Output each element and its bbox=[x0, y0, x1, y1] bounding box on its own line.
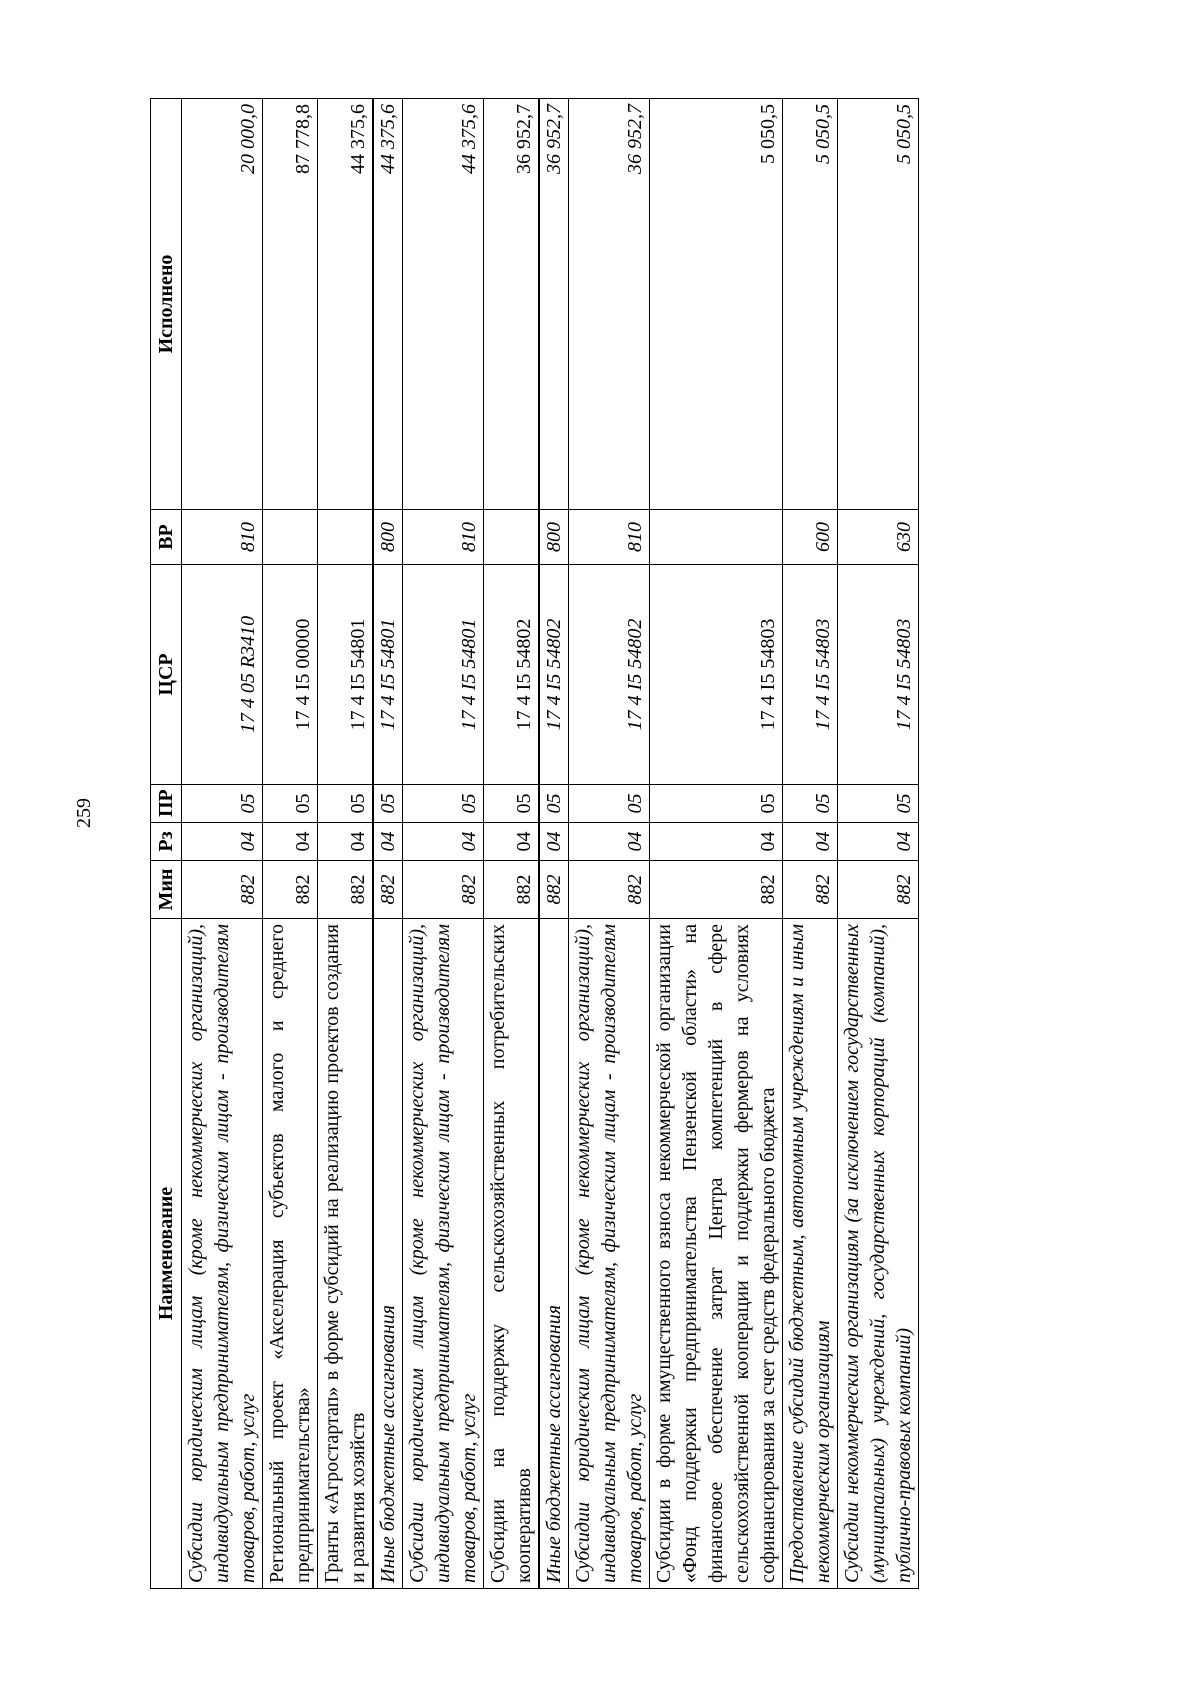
cell-rz: 04 bbox=[539, 823, 569, 861]
budget-table bbox=[150, 98, 919, 1589]
table-row bbox=[403, 99, 484, 1589]
cell-pr: 05 bbox=[838, 785, 919, 823]
header-rz: Рз bbox=[151, 823, 182, 861]
cell-vr: 810 bbox=[182, 510, 263, 565]
cell-name: Субсидии юридическим лицам (кроме некоммерческих организаций), индивидуальным предпринимателям, физическим лицам - производителям товаров, работ, услуг bbox=[569, 919, 650, 1589]
cell-rz: 04 bbox=[484, 823, 540, 861]
cell-name: Гранты «Агростартап» в форме субсидий на реализацию проектов создания и развития хозяйств bbox=[318, 919, 374, 1589]
cell-name: Субсидии некоммерческим организациям (за исключением государственных (муниципальных) учреждений, государственных корпораций (компаний), публично-правовых компаний) bbox=[838, 919, 919, 1589]
cell-pr: 05 bbox=[539, 785, 569, 823]
table-row bbox=[373, 99, 403, 1589]
cell-name: Субсидии на поддержку сельскохозяйственных потребительских кооперативов bbox=[484, 919, 540, 1589]
cell-rz: 04 bbox=[650, 823, 783, 861]
cell-csr: 17 4 05 R3410 bbox=[182, 565, 263, 785]
table-row bbox=[650, 99, 783, 1589]
cell-rz: 04 bbox=[263, 823, 318, 861]
cell-amount: 36 952,7 bbox=[484, 99, 540, 510]
cell-vr bbox=[650, 510, 783, 565]
header-name: Наименование bbox=[151, 919, 182, 1589]
cell-amount: 5 050,5 bbox=[838, 99, 919, 510]
cell-csr: 17 4 I5 54802 bbox=[539, 565, 569, 785]
cell-pr: 05 bbox=[569, 785, 650, 823]
cell-amount: 44 375,6 bbox=[318, 99, 374, 510]
table-row bbox=[182, 99, 263, 1589]
cell-csr: 17 4 I5 54802 bbox=[484, 565, 540, 785]
table-row bbox=[838, 99, 919, 1589]
header-pr: ПР bbox=[151, 785, 182, 823]
cell-rz: 04 bbox=[373, 823, 403, 861]
cell-csr: 17 4 I5 54801 bbox=[318, 565, 374, 785]
cell-min: 882 bbox=[569, 861, 650, 919]
cell-csr: 17 4 I5 54801 bbox=[403, 565, 484, 785]
cell-vr bbox=[318, 510, 374, 565]
cell-amount: 5 050,5 bbox=[650, 99, 783, 510]
cell-amount: 87 778,8 bbox=[263, 99, 318, 510]
cell-rz: 04 bbox=[569, 823, 650, 861]
cell-min: 882 bbox=[650, 861, 783, 919]
table-row bbox=[318, 99, 374, 1589]
cell-csr: 17 4 I5 54801 bbox=[373, 565, 403, 785]
table-row bbox=[783, 99, 838, 1589]
cell-rz: 04 bbox=[182, 823, 263, 861]
table-row bbox=[539, 99, 569, 1589]
cell-name: Субсидии юридическим лицам (кроме некоммерческих организаций), индивидуальным предпринимателям, физическим лицам - производителям товаров, работ, услуг bbox=[403, 919, 484, 1589]
cell-amount: 36 952,7 bbox=[539, 99, 569, 510]
cell-pr: 05 bbox=[484, 785, 540, 823]
cell-pr: 05 bbox=[650, 785, 783, 823]
cell-pr: 05 bbox=[318, 785, 374, 823]
cell-pr: 05 bbox=[373, 785, 403, 823]
header-csr: ЦСР bbox=[151, 565, 182, 785]
cell-rz: 04 bbox=[403, 823, 484, 861]
cell-pr: 05 bbox=[263, 785, 318, 823]
cell-min: 882 bbox=[838, 861, 919, 919]
cell-name: Иные бюджетные ассигнования bbox=[373, 919, 403, 1589]
cell-pr: 05 bbox=[783, 785, 838, 823]
cell-pr: 05 bbox=[403, 785, 484, 823]
cell-amount: 36 952,7 bbox=[569, 99, 650, 510]
cell-vr: 600 bbox=[783, 510, 838, 565]
cell-vr: 810 bbox=[569, 510, 650, 565]
cell-min: 882 bbox=[182, 861, 263, 919]
cell-min: 882 bbox=[318, 861, 374, 919]
cell-csr: 17 4 I5 00000 bbox=[263, 565, 318, 785]
cell-vr bbox=[484, 510, 540, 565]
cell-csr: 17 4 I5 54803 bbox=[650, 565, 783, 785]
table-row bbox=[484, 99, 540, 1589]
cell-min: 882 bbox=[783, 861, 838, 919]
cell-min: 882 bbox=[373, 861, 403, 919]
cell-name: Региональный проект «Акселерация субъектов малого и среднего предпринимательства» bbox=[263, 919, 318, 1589]
cell-vr bbox=[263, 510, 318, 565]
cell-name: Субсидии в форме имущественного взноса некоммерческой организации «Фонд поддержки предпринимательства Пензенской области» на финансовое обеспечение затрат Центра компетенций в сфере сельскохозяйственной кооперации и поддержки фермеров на условиях софинансирования за счет средств федерального бюджета bbox=[650, 919, 783, 1589]
cell-rz: 04 bbox=[783, 823, 838, 861]
cell-amount: 20 000,0 bbox=[182, 99, 263, 510]
cell-csr: 17 4 I5 54803 bbox=[783, 565, 838, 785]
cell-vr: 800 bbox=[539, 510, 569, 565]
cell-rz: 04 bbox=[318, 823, 374, 861]
page-number: 259 bbox=[73, 798, 95, 828]
header-amount: Исполнено bbox=[151, 99, 182, 510]
cell-min: 882 bbox=[539, 861, 569, 919]
table-row bbox=[263, 99, 318, 1589]
cell-vr: 800 bbox=[373, 510, 403, 565]
cell-amount: 44 375,6 bbox=[403, 99, 484, 510]
cell-pr: 05 bbox=[182, 785, 263, 823]
cell-csr: 17 4 I5 54803 bbox=[838, 565, 919, 785]
cell-amount: 44 375,6 bbox=[373, 99, 403, 510]
cell-min: 882 bbox=[263, 861, 318, 919]
header-min: Мин bbox=[151, 861, 182, 919]
cell-amount: 5 050,5 bbox=[783, 99, 838, 510]
cell-name: Предоставление субсидий бюджетным, автономным учреждениям и иным некоммерческим организациям bbox=[783, 919, 838, 1589]
cell-csr: 17 4 I5 54802 bbox=[569, 565, 650, 785]
cell-name: Субсидии юридическим лицам (кроме некоммерческих организаций), индивидуальным предпринимателям, физическим лицам - производителям товаров, работ, услуг bbox=[182, 919, 263, 1589]
cell-vr: 630 bbox=[838, 510, 919, 565]
cell-min: 882 bbox=[484, 861, 540, 919]
header-vr: ВР bbox=[151, 510, 182, 565]
rotated-table-container bbox=[150, 99, 915, 1589]
table-row bbox=[569, 99, 650, 1589]
cell-vr: 810 bbox=[403, 510, 484, 565]
table-header-row bbox=[151, 99, 182, 1589]
cell-name: Иные бюджетные ассигнования bbox=[539, 919, 569, 1589]
cell-rz: 04 bbox=[838, 823, 919, 861]
cell-min: 882 bbox=[403, 861, 484, 919]
